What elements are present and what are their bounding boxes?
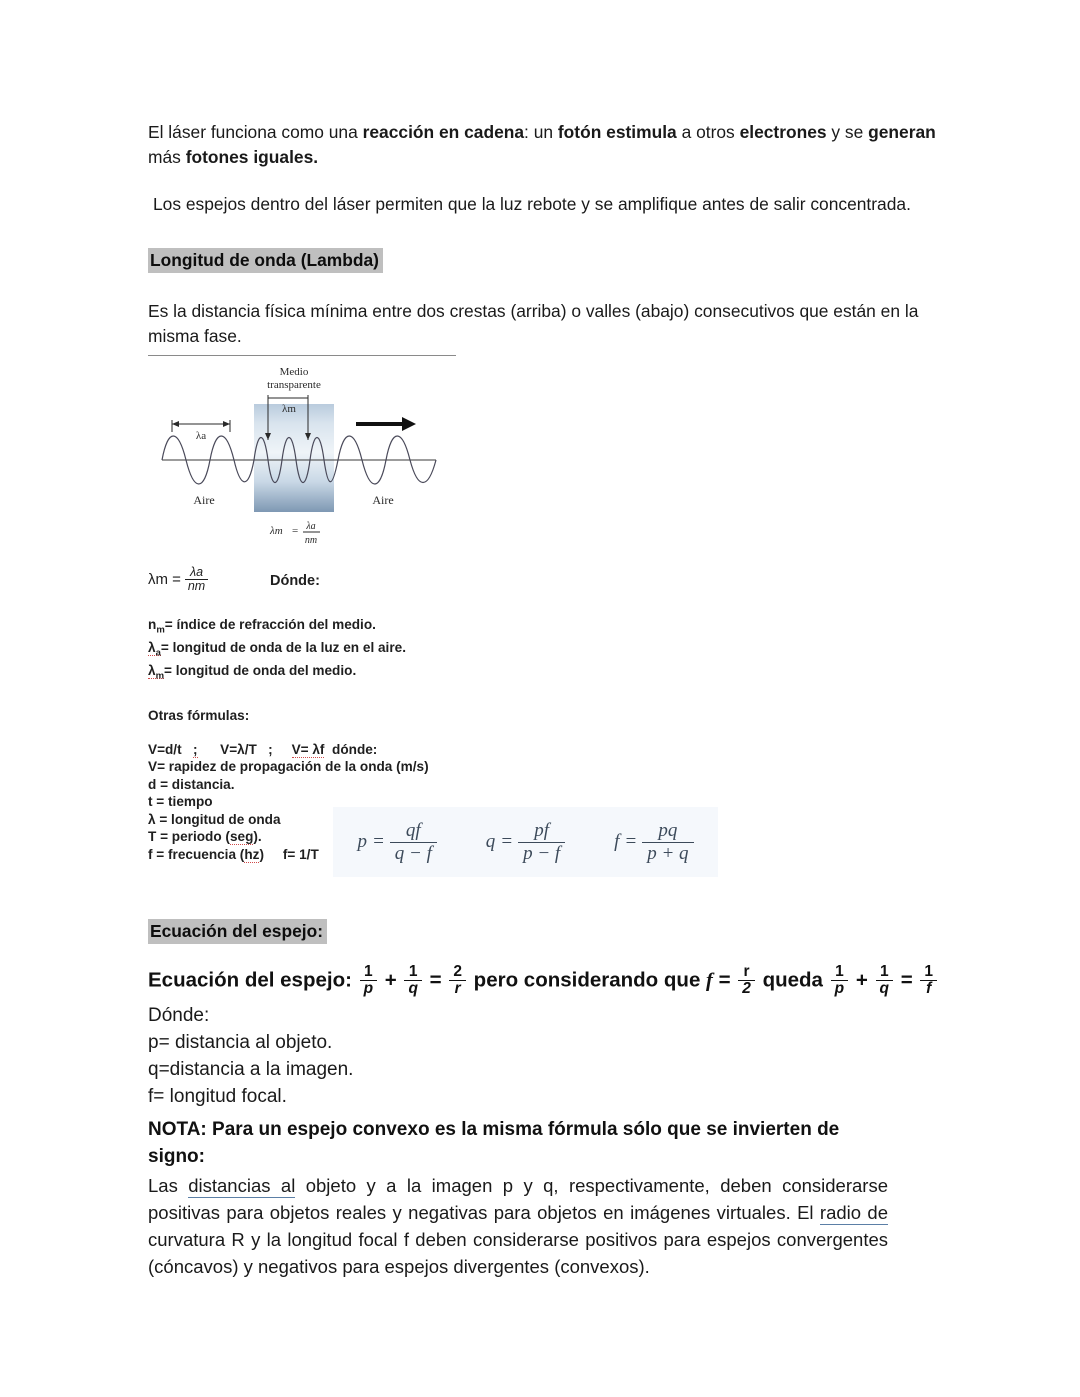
equation-plus-2: + xyxy=(855,968,868,992)
wave-diagram xyxy=(148,362,448,552)
definition-item-nm xyxy=(148,616,932,639)
eq-f6-den: q xyxy=(876,980,893,997)
equation-prefix: Ecuación del espejo: xyxy=(148,968,352,992)
label-lambda-a: λa xyxy=(195,430,207,442)
figure-caption-equals: = xyxy=(292,525,299,537)
eq-f1-num: 1 xyxy=(364,963,373,981)
label-medio-line2: transparente xyxy=(267,379,321,391)
formula-lambda-den: nm xyxy=(185,579,208,593)
document-content xyxy=(148,120,936,1298)
underlined-distancias-al: distancias al xyxy=(188,1174,296,1196)
formula-v-lambda-t: V=λ/T xyxy=(220,741,257,757)
equation-f-symbol: f xyxy=(706,969,713,992)
eq-f2-num: 1 xyxy=(408,963,418,981)
heading-longitud-onda: Longitud de onda (Lambda) xyxy=(148,248,383,273)
text-laser-part5: más xyxy=(148,147,186,167)
lambda-a-arrow-right xyxy=(223,421,230,427)
formula-lambda-row xyxy=(148,566,932,600)
formula-lambda-donde: Dónde: xyxy=(270,573,320,589)
eq-f6-num: 1 xyxy=(879,963,889,981)
section-ecuacion-espejo xyxy=(148,919,932,944)
paragraph-laser xyxy=(148,120,938,170)
eq-f5-num: 1 xyxy=(835,963,844,981)
formula-box-p-den: q − f xyxy=(390,842,437,865)
formula-box-p-eq: = xyxy=(371,831,385,852)
figure-caption-den: nm xyxy=(304,535,318,546)
def-sub-a: a xyxy=(155,647,161,659)
equation-equals-2: = xyxy=(718,968,731,992)
formula-def-lambda: λ = longitud de onda xyxy=(148,811,281,827)
formula-box-f-den: p + q xyxy=(642,842,693,865)
formula-gap-5 xyxy=(264,847,283,862)
formula-line-velocities xyxy=(148,741,932,759)
equation-plus-1: + xyxy=(384,968,397,992)
formula-def-T-b: ). xyxy=(253,829,262,845)
eq-f2-den: q xyxy=(404,980,421,997)
equation-equals-1: = xyxy=(429,968,442,992)
text-laser-part2: : un xyxy=(524,122,558,142)
formula-box-q-eq: = xyxy=(500,831,514,852)
formula-sep-semicolon-2: ; xyxy=(268,741,273,757)
formula-def-T-seg: seg xyxy=(229,829,254,845)
paragraph-definicion: Es la distancia física mínima entre dos crestas (arriba) o valles (abajo) consecutivos que están en la misma fase. xyxy=(148,301,919,346)
eq-f4-den: 2 xyxy=(738,980,755,997)
formula-box-f-eq: = xyxy=(624,831,638,852)
formula-gap-4 xyxy=(324,742,332,757)
formula-sep-semicolon-1: ; xyxy=(192,741,198,757)
formula-lambda-lhs: λm = xyxy=(148,571,181,589)
heading-ecuacion-espejo: Ecuación del espejo: xyxy=(148,919,327,944)
formula-def-t: t = tiempo xyxy=(148,794,213,810)
def-text-nm: = índice de refracción del medio. xyxy=(164,617,376,632)
label-medio-line1: Medio xyxy=(279,366,309,378)
formula-v-dt: V=d/t xyxy=(148,741,182,757)
formula-box-p-lhs: p xyxy=(357,831,367,852)
equation-queda: queda xyxy=(762,968,823,992)
definition-item-lambda-a xyxy=(148,639,932,662)
def-text-lambda-a: = longitud de onda de la luz en el aire. xyxy=(160,640,406,656)
eq-f7-den: f xyxy=(920,980,937,997)
formula-gap-3 xyxy=(273,742,292,757)
formula-box-pqf xyxy=(333,807,718,877)
def-sym-lambda-a xyxy=(148,640,161,659)
underlined-radio-de: radio de xyxy=(819,1201,888,1223)
label-aire-right: Aire xyxy=(372,493,394,507)
text-laser-part1: El láser funciona como una xyxy=(148,122,363,142)
def-sub-m2: m xyxy=(155,671,165,683)
equation-frac-1-p xyxy=(360,964,377,997)
final-text-2: objeto y a la imagen p y q, respectivamente, deben considerarse positivas para objetos reales y negativas para objetos en imágenes virtuales. El xyxy=(148,1174,888,1223)
formula-sep-1 xyxy=(182,742,193,757)
eq-f1-den: p xyxy=(360,980,377,997)
formula-box-item-p xyxy=(357,820,436,865)
equation-frac-1-q xyxy=(404,964,421,997)
formula-donde: dónde: xyxy=(332,741,378,757)
formula-box-f-lhs: f xyxy=(614,831,620,852)
eq-f3-num: 2 xyxy=(453,963,462,981)
figure-caption-num: λa xyxy=(306,521,316,532)
formula-gap-1 xyxy=(198,742,221,757)
formula-box-p-frac xyxy=(390,820,437,865)
def-sym-lambda-m-glyph: λ xyxy=(148,663,156,679)
paragraph-final xyxy=(148,1172,888,1280)
text-laser-bold5: fotones iguales. xyxy=(185,147,319,167)
formula-box-item-q xyxy=(486,820,565,865)
formula-v-lambda-f: V= λf xyxy=(291,741,325,757)
equation-frac-1-p-b xyxy=(831,964,848,997)
equation-equals-3: = xyxy=(900,968,913,992)
label-lambda-m: λm xyxy=(282,403,296,415)
definition-item-lambda-m xyxy=(148,662,932,685)
figure-top-rule xyxy=(148,355,456,356)
formula-def-f-a: f = frecuencia ( xyxy=(148,846,245,862)
formula-def-V: V= rapidez de propagación de la onda (m/s) xyxy=(148,759,429,775)
def-sub-m: m xyxy=(156,624,165,636)
text-laser-bold3: electrones xyxy=(739,122,827,142)
donde-f: f= longitud focal. xyxy=(148,1085,287,1107)
donde-title: Dónde: xyxy=(148,1004,210,1026)
paragraph-espejos: Los espejos dentro del láser permiten que la luz rebote y se amplifique antes de salir concentrada. xyxy=(153,194,911,214)
equation-frac-r-2 xyxy=(738,964,755,997)
text-laser-part4: y se xyxy=(826,122,869,142)
figure-wavelength xyxy=(148,355,458,552)
eq-f5-den: p xyxy=(831,980,848,997)
def-sym-n: n xyxy=(148,617,157,632)
donde-q: q=distancia a la imagen. xyxy=(148,1058,354,1080)
text-laser-bold1: reacción en cadena xyxy=(362,122,525,142)
def-text-lambda-m: = longitud de onda del medio. xyxy=(164,663,357,679)
equation-mid-text: pero considerando que xyxy=(473,968,701,992)
final-text-3: curvatura R y la longitud focal f deben considerarse positivos para espejos convergentes (cóncavos) y negativos para espejos divergentes (convexos). xyxy=(148,1228,888,1277)
direction-arrow-head xyxy=(402,417,416,431)
formula-box-f-num: pq xyxy=(658,819,678,841)
formula-box-q-den: p − f xyxy=(518,842,565,865)
formula-def-f-b: ) xyxy=(259,846,264,862)
label-otras-formulas: Otras fórmulas: xyxy=(148,707,250,723)
definitions-list xyxy=(148,616,932,686)
wave-diagram-svg xyxy=(148,362,448,552)
text-laser-bold2: fotón estimula xyxy=(557,122,677,142)
def-sym-lambda-m xyxy=(148,663,165,683)
label-aire-left: Aire xyxy=(193,493,215,507)
formula-def-d: d = distancia. xyxy=(148,776,235,792)
formula-box-q-num: pf xyxy=(534,819,550,841)
formula-box-item-f xyxy=(614,820,693,865)
figure-caption-lhs: λm xyxy=(270,525,283,537)
text-laser-bold4: generan xyxy=(868,122,936,142)
formula-def-f-c: f= 1/T xyxy=(282,846,319,862)
equation-mirror-main xyxy=(148,964,932,997)
formula-def-f-hz: hz xyxy=(244,846,260,862)
final-text-1: Las xyxy=(148,1174,189,1196)
donde-block xyxy=(148,1002,932,1110)
nota-text: NOTA: Para un espejo convexo es la misma fórmula sólo que se invierten de signo: xyxy=(148,1118,840,1167)
equation-frac-1-f xyxy=(920,964,937,997)
eq-f3-den: r xyxy=(449,980,466,997)
formula-box-q-lhs: q xyxy=(485,831,496,852)
formula-box-p-num: qf xyxy=(405,819,421,841)
donde-p: p= distancia al objeto. xyxy=(148,1031,333,1053)
eq-f7-num: 1 xyxy=(924,963,934,981)
equation-frac-2-r xyxy=(449,964,466,997)
medium-block xyxy=(254,404,334,512)
def-sym-lambda-a-glyph: λ xyxy=(148,640,156,656)
formula-lambda-fraction xyxy=(185,566,208,593)
formula-gap-2 xyxy=(257,742,268,757)
equation-frac-1-q-b xyxy=(876,964,893,997)
text-laser-part3: a otros xyxy=(676,122,740,142)
formula-def-T-a: T = periodo ( xyxy=(148,829,230,845)
formula-box-q-frac xyxy=(518,820,565,865)
eq-f4-num: r xyxy=(743,963,750,981)
formula-lambda-num: λa xyxy=(189,565,204,579)
formula-box-f-frac xyxy=(642,820,693,865)
lambda-a-arrow-left xyxy=(172,421,179,427)
heading-longitud-onda-wrap xyxy=(148,248,932,273)
